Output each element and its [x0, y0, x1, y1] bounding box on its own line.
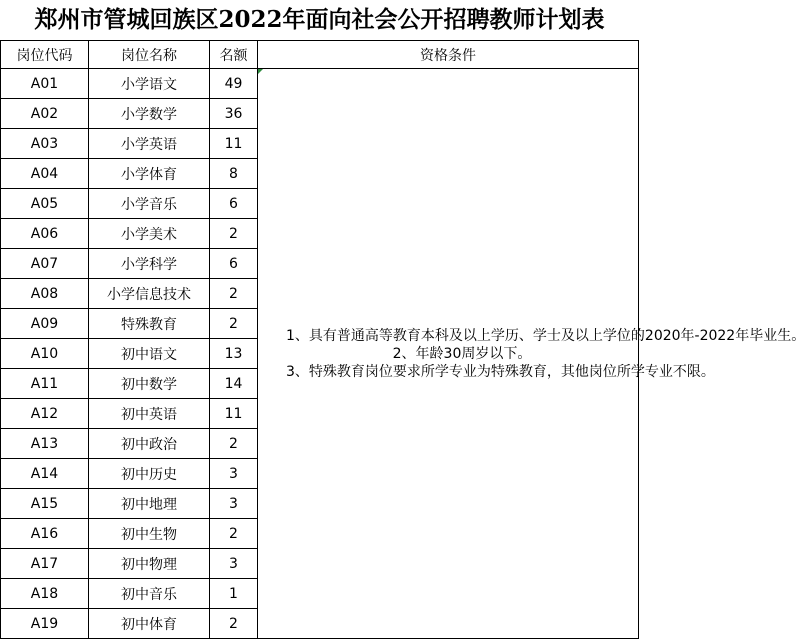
- quota-cell[interactable]: 6: [210, 189, 258, 219]
- quota-cell[interactable]: 2: [210, 219, 258, 249]
- quota-cell[interactable]: 3: [210, 549, 258, 579]
- header-position-name[interactable]: 岗位名称: [89, 41, 210, 69]
- requirement-item: 1、具有普通高等教育本科及以上学历、学士及以上学位的2020年-2022年毕业生。: [286, 327, 805, 344]
- position-name-cell[interactable]: 初中物理: [89, 549, 210, 579]
- header-requirements[interactable]: 资格条件: [258, 41, 639, 69]
- position-name-cell[interactable]: 小学音乐: [89, 189, 210, 219]
- position-code-cell[interactable]: A12: [1, 399, 89, 429]
- position-code-cell[interactable]: A09: [1, 309, 89, 339]
- header-position-code[interactable]: 岗位代码: [1, 41, 89, 69]
- position-code-cell[interactable]: A10: [1, 339, 89, 369]
- position-code-cell[interactable]: A16: [1, 519, 89, 549]
- table-body: [1, 69, 805, 639]
- position-name-cell[interactable]: 初中历史: [89, 459, 210, 489]
- position-name-cell[interactable]: 初中政治: [89, 429, 210, 459]
- quota-cell[interactable]: 11: [210, 399, 258, 429]
- quota-cell[interactable]: 3: [210, 489, 258, 519]
- requirement-item: 2、年龄30周岁以下。: [392, 345, 532, 362]
- quota-cell[interactable]: 1: [210, 579, 258, 609]
- position-name-cell[interactable]: 小学信息技术: [89, 279, 210, 309]
- position-code-cell[interactable]: A01: [1, 69, 89, 99]
- recruitment-plan-table: [0, 40, 805, 639]
- position-code-cell[interactable]: A05: [1, 189, 89, 219]
- position-code-cell[interactable]: A08: [1, 279, 89, 309]
- position-name-cell[interactable]: 小学体育: [89, 159, 210, 189]
- position-code-cell[interactable]: A17: [1, 549, 89, 579]
- position-code-cell[interactable]: A04: [1, 159, 89, 189]
- page-title: 郑州市管城回族区2022年面向社会公开招聘教师计划表: [34, 6, 605, 33]
- position-code-cell[interactable]: A06: [1, 219, 89, 249]
- position-code-cell[interactable]: A14: [1, 459, 89, 489]
- quota-cell[interactable]: 3: [210, 459, 258, 489]
- position-name-cell[interactable]: 初中地理: [89, 489, 210, 519]
- quota-cell[interactable]: 2: [210, 519, 258, 549]
- position-code-cell[interactable]: A19: [1, 609, 89, 639]
- position-name-cell[interactable]: 小学数学: [89, 99, 210, 129]
- quota-cell[interactable]: 11: [210, 129, 258, 159]
- quota-cell[interactable]: 2: [210, 279, 258, 309]
- requirements-cell[interactable]: [258, 69, 805, 639]
- position-name-cell[interactable]: 初中音乐: [89, 579, 210, 609]
- table-row: [1, 69, 639, 99]
- position-code-cell[interactable]: A02: [1, 99, 89, 129]
- quota-cell[interactable]: 8: [210, 159, 258, 189]
- cell-marker-icon: [258, 69, 263, 74]
- position-name-cell[interactable]: 初中体育: [89, 609, 210, 639]
- position-code-cell[interactable]: A11: [1, 369, 89, 399]
- position-code-cell[interactable]: A03: [1, 129, 89, 159]
- position-code-cell[interactable]: A18: [1, 579, 89, 609]
- quota-cell[interactable]: 49: [210, 69, 258, 99]
- position-name-cell[interactable]: 初中数学: [89, 369, 210, 399]
- position-name-cell[interactable]: 小学语文: [89, 69, 210, 99]
- table-header-row: [1, 41, 639, 69]
- position-code-cell[interactable]: A07: [1, 249, 89, 279]
- quota-cell[interactable]: 2: [210, 609, 258, 639]
- quota-cell[interactable]: 36: [210, 99, 258, 129]
- position-name-cell[interactable]: 初中语文: [89, 339, 210, 369]
- position-name-cell[interactable]: 特殊教育: [89, 309, 210, 339]
- position-name-cell[interactable]: 初中生物: [89, 519, 210, 549]
- position-code-cell[interactable]: A15: [1, 489, 89, 519]
- header-quota[interactable]: 名额: [210, 41, 258, 69]
- position-code-cell[interactable]: A13: [1, 429, 89, 459]
- position-name-cell[interactable]: 小学英语: [89, 129, 210, 159]
- quota-cell[interactable]: 13: [210, 339, 258, 369]
- position-name-cell[interactable]: 初中英语: [89, 399, 210, 429]
- quota-cell[interactable]: 2: [210, 309, 258, 339]
- quota-cell[interactable]: 2: [210, 429, 258, 459]
- requirement-item: 3、特殊教育岗位要求所学专业为特殊教育，其他岗位所学专业不限。: [286, 363, 715, 380]
- position-name-cell[interactable]: 小学美术: [89, 219, 210, 249]
- position-name-cell[interactable]: 小学科学: [89, 249, 210, 279]
- quota-cell[interactable]: 14: [210, 369, 258, 399]
- quota-cell[interactable]: 6: [210, 249, 258, 279]
